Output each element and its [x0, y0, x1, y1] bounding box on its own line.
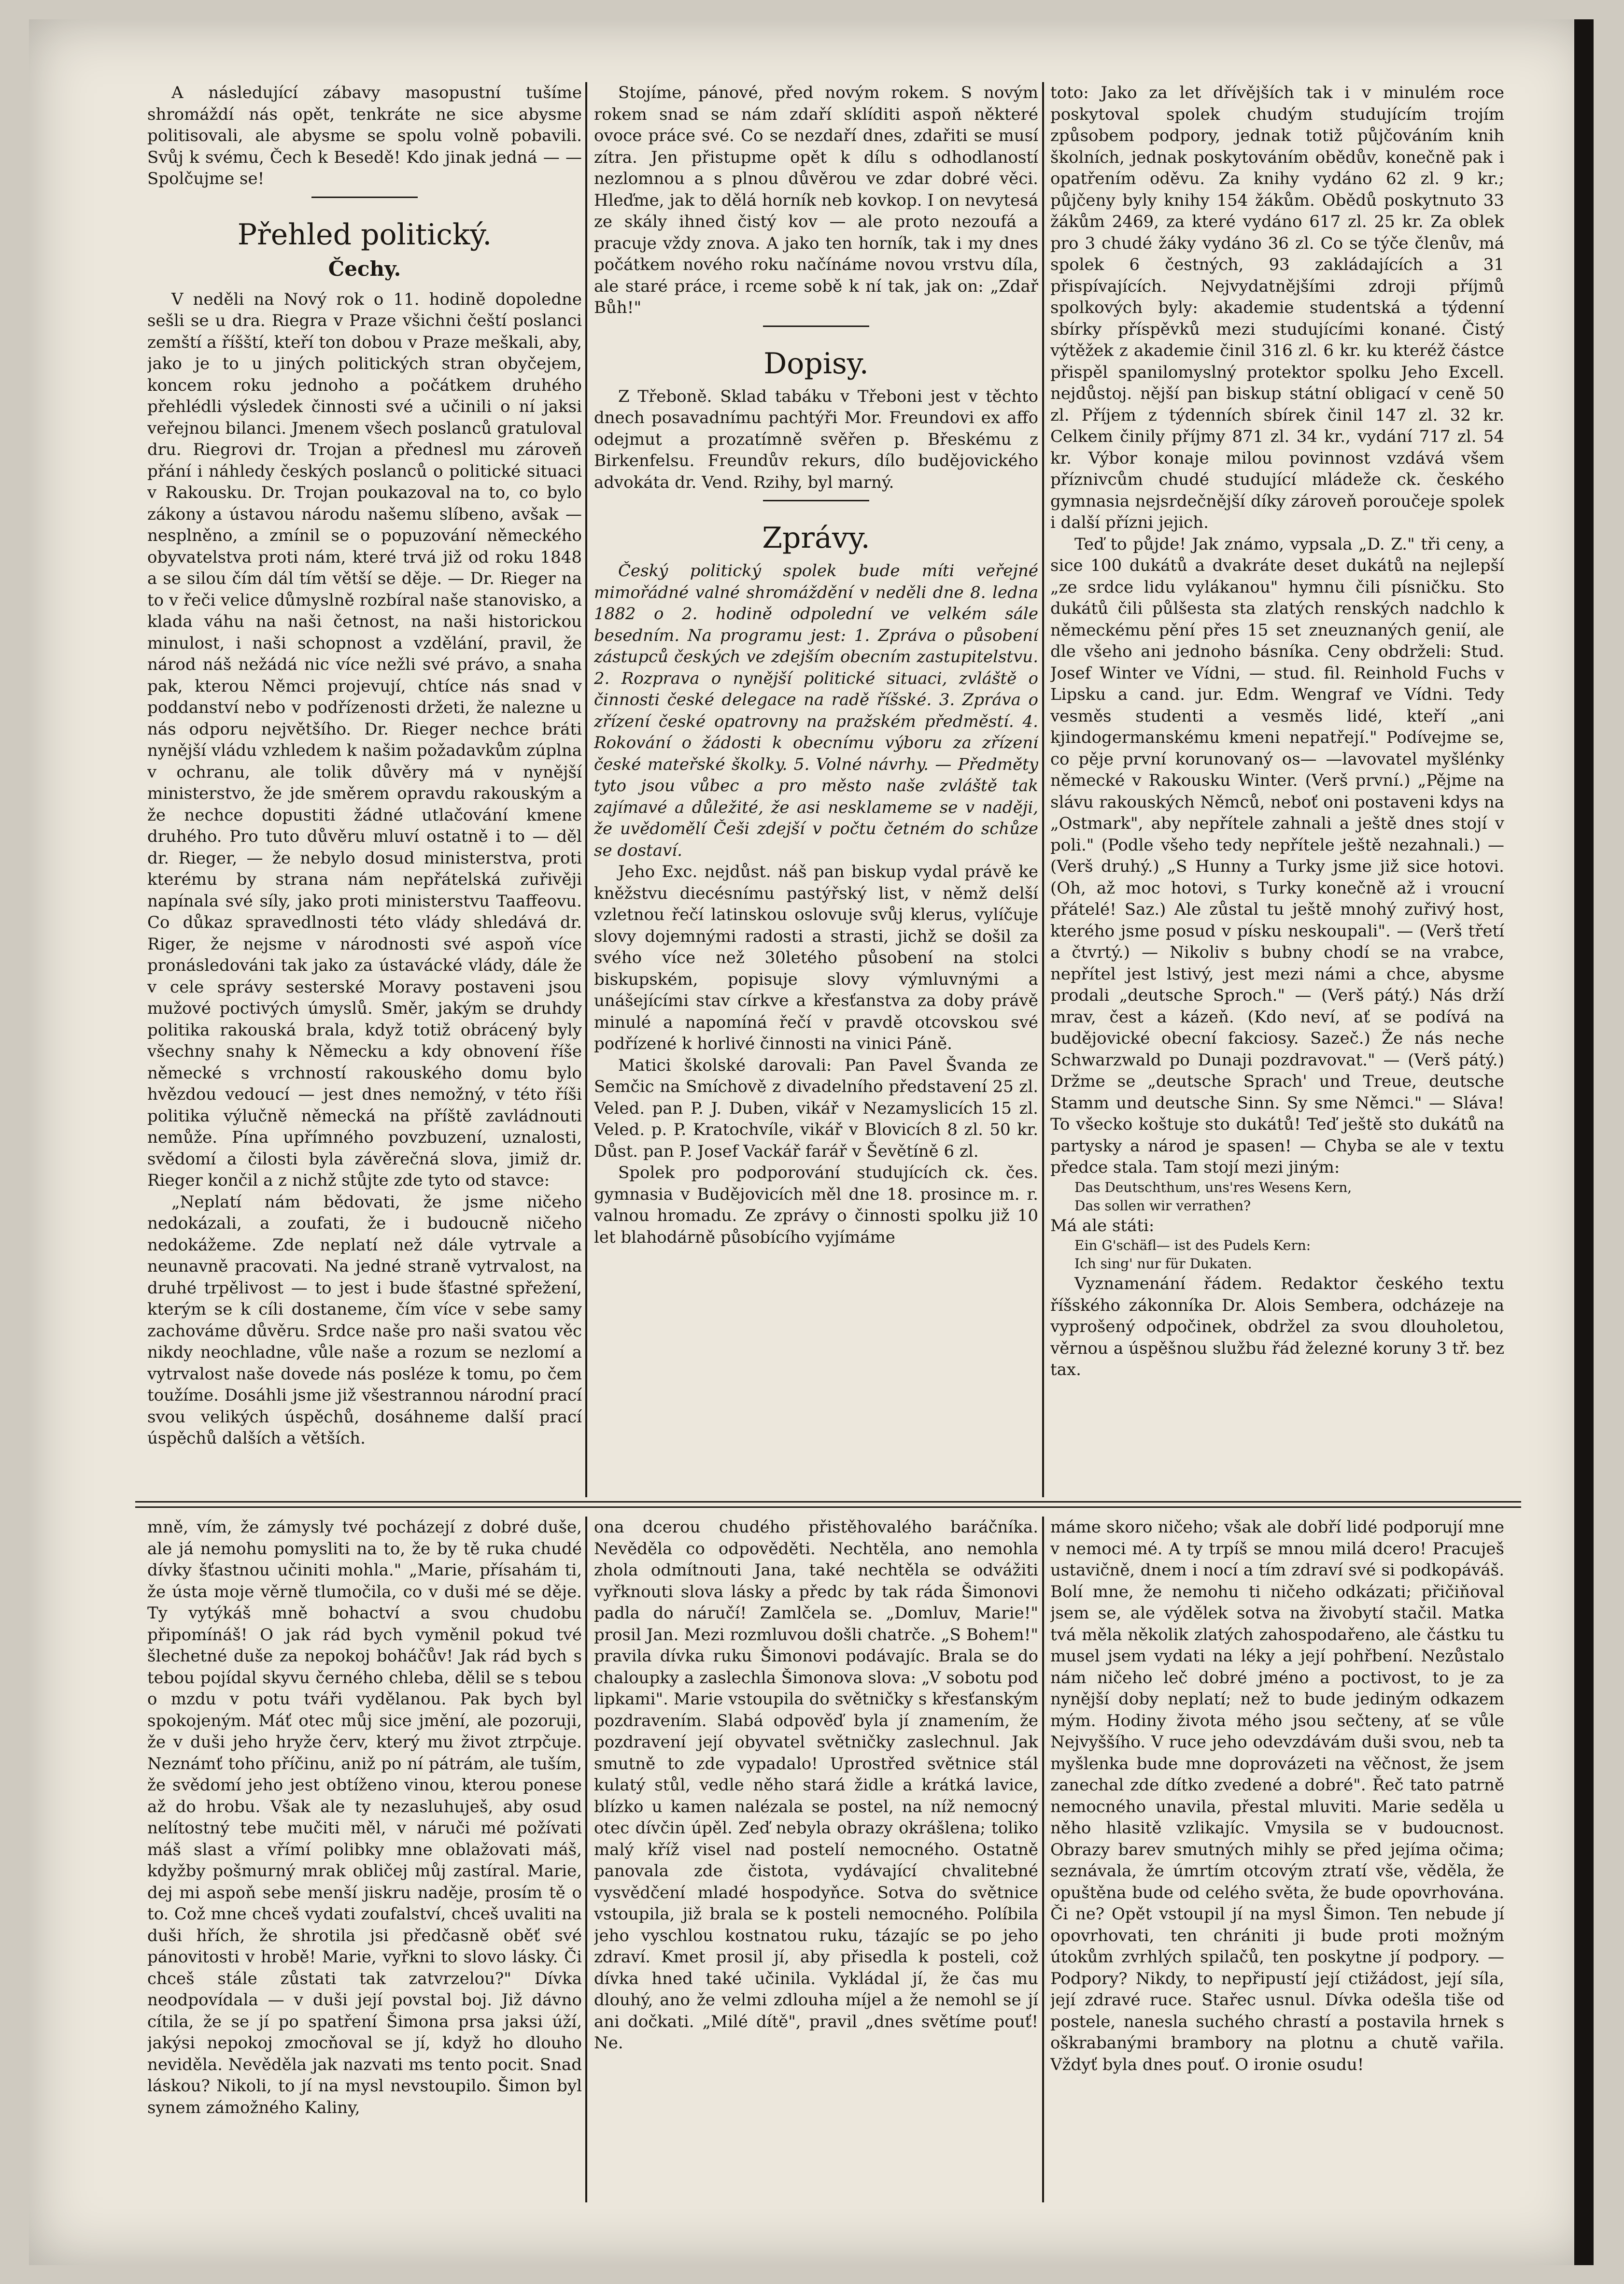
- letters-heading: Dopisy.: [763, 346, 869, 381]
- column-divider: [585, 1517, 587, 2202]
- order-decoration-news: Vyznamenání řádem. Redaktor českého textu říšského zákonníka Dr. Alois Sembera, odcházeje na vyprošený odpočinek, obdržel za svou dlouholetou, věrnou a úspěšnou službu řád železné koruny 3 tř. bez tax.: [1050, 1274, 1504, 1379]
- student-society-report: Spolek pro podporování studujících ck. čes. gymnasia v Budějovicích měl dne 18. prosince m. r. valnou hromadu. Ze zprávy o činnosti spolku již 10 let blahodárně působícího vyjímáme: [594, 1163, 1038, 1247]
- bishop-letter-news: Jeho Exc. nejdůst. náš pan biskup vydal právě ke kněžstvu diecésnímu pastýřský list, v němž delší vzletnou řečí latinskou oslovuje svůj klerus, vylíčuje slovy dojemnými radosti a strasti, jichž se došil za svého více než 30letého působení na stolci biskupském, popisuje slovy výmluvnými a unášejícími stav církve a křesťanstva za doby právě minulé a napomíná řečí v pravdě otcovskou své podřízené k horlivé činnosti na vinici Páně.: [594, 862, 1038, 1053]
- section-divider: [763, 326, 869, 327]
- carnival-notice: A následující zábavy masopustní tušíme shromáždí nás opět, tenkráte ne sice abysme politisovali, ale abysme se spolu volně pobavili. Svůj k svému, Čech k Besedě! Kdo jinak jedná — — Spolčujme se!: [147, 83, 582, 188]
- column-divider: [1042, 1517, 1044, 2202]
- german-verse-line: Das sollen wir verrathen?: [1074, 1197, 1251, 1214]
- new-year-article: Stojíme, pánové, před novým rokem. S novým rokem snad se nám zdaří sklíditi aspoň některé ovoce práce své. Co se nezdaří dnes, zdařiti se musí zítra. Jen přistupme opět k dílu s odhodlaností nezlomnou a s plnou důvěrou ve zdar dobré věci. Hleďme, jak to dělá horník neb kovkop. I on nevytesá ze skály ihned čistý kov — ale proto nezoufá a pracuje vždy znova. A jako ten horník, tak i my dnes počátkem nového roku načínáme novou vrstvu díla, ale staré práce, i rceme sobě k ní tak, jak on: „Zdař Bůh!": [594, 83, 1038, 317]
- rieger-quote: „Neplatí nám bědovati, že jsme ničeho nedokázali, a zoufati, že i budoucně ničeho nedokážeme. Zde neplatí než dále vytrvale a neunavně pracovati. Na jedné straně vytrvalost, na druhé trpělivost — to jest i bude šťastné spřežení, kterým se k cíli dostaneme, čím více v sebe samy zachováme důvěru. Srdce naše pro naši svatou věc nikdy neochladne, vůle naše a rozum se nezlomí a vytrvalost naše dovede nás posléze k tomu, po čem toužíme. Dosáhli jsme již všestrannou národní prací svou velikých úspěchů, dosáhneme další prací úspěchů dalších a větších.: [147, 1192, 582, 1448]
- german-verse-line: Ich sing' nur für Dukaten.: [1074, 1256, 1252, 1272]
- feuilleton-column-1: [147, 1517, 582, 2202]
- feuilleton-divider: [135, 1501, 1521, 1508]
- column-3: [1050, 82, 1504, 1497]
- feuilleton-text: mně, vím, že zámysly tvé pocházejí z dobré duše, ale já nemohu pomysliti na to, že by tě ruka chudé dívky šťastnou učiniti mohla." „Marie, přísahám ti, že ústa moje věrně tlumočila, co v duši mé se děje. Ty vytýkáš mně bohactví a svou chudobu připomínáš! O jak rád bych vyměnil pokud tvé šlechetné duše za nepokoj boháčův! Jak rád bych s tebou pojídal skyvu černého chleba, dělil se s tebou o mzdu v potu tváři vydělanou. Pak bych byl spokojeným. Máť otec můj sice jmění, ale pozoruji, že v duši jeho hryže červ, který mu život ztrpčuje. Neznámť toho příčinu, aniž po ní pátrám, ale tuším, že svědomí jeho jest obtíženo vinou, kterou ponese až do hrobu. Však ale ty nezasluhuješ, aby osud nelítostný tebe mučiti měl, v náruči mé požívati máš slast a vřímí polibky mne oblažovati máš, kdyžby pošmurný mrak obličej můj zastíral. Marie, dej mi aspoň sebe menší jiskru naděje, prosím tě o to. Což mne chceš vydati zoufalství, chceš uvaliti na duši hřích, že shrotila jsi předčasně oběť své pánovitosti v hrobě! Marie, vyřkni to slovo lásky. Či chceš stále zůstati tak zatvrzelou?" Dívka neodpovídala — v duši její povstal boj. Již dávno cítila, že se jí po spatření Šimona prsa jaksi úží, jakýsi nepokoj zmocňoval se jí, když ho dlouho neviděla. Nevěděla jak nazvati ms tento pocit. Snad láskou? Nikoli, to jí na mysl nevstoupilo. Šimon byl synem zámožného Kaliny,: [147, 1518, 582, 2117]
- column-1: [147, 82, 582, 1497]
- feuilleton-text: ona dcerou chudého přistěhovalého baráčníka. Nevěděla co odpověděti. Nechtěla, ano nemohla zhola odmítnouti Jana, také nechtěla se odvážiti vyřknouti slova lásky a předc by tak ráda Šimonovi padla do náručí! Zamlčela se. „Domluv, Marie!" prosil Jan. Mezi rozmluvou došli chatrče. „S Bohem!" pravila dívka ruku Šimonovi podávajíc. Brala se do chaloupky a zaslechla Šimonova slova: „V sobotu pod lipkami". Marie vstoupila do světničky s křesťanským pozdravením. Slabá odpověď byla jí znamením, že pozdravení její obyvatel světničky zaslechnul. Jak smutně to zde vypadalo! Uprostřed světnice stál kulatý stůl, vedle něho stará židle a krátká lavice, blízko u kamen nalézala se postel, na níž nemocný otec dívčin úpěl. Zeď nebyla obrazy okrášlena; toliko malý kříž visel nad postelí nemocného. Ostatně panovala zde čistota, vydávající chvalitebné vysvědčení mladé hospodyňce. Sotva do světnice vstoupila, již brala se k posteli nemocného. Políbila jeho vyschlou kostnatou ruku, tázajíc se po jeho zdraví. Kmet prosil jí, aby přisedla k posteli, což dívka hned také učinila. Vykládal jí, že čas mu dlouhý, ano že velmi zdlouha míjel a že nemohl se jí ani dočkati. „Milé dítě", pravil „dnes světíme pouť! Ne.: [594, 1518, 1038, 2053]
- section-divider: [311, 197, 418, 198]
- school-foundation-donations: Matici školské darovali: Pan Pavel Švanda ze Semčic na Smíchově z divadelního představení 25 zl. Veled. pan P. J. Duben, vikář v Nezamyslicích 15 zl. Veled. p. P. Kratochvíle, vikář v Blovicích 8 zl. 50 kr. Důst. pan P. Josef Vackář farář v Ševětíně 6 zl.: [594, 1055, 1038, 1161]
- feuilleton-column-2: [594, 1517, 1038, 2202]
- column-divider: [585, 82, 587, 1497]
- hymn-contest-article: Teď to půjde! Jak známo, vypsala „D. Z." tři ceny, a sice 100 dukátů a dvakráte deset dukátů na nejlepší „ze srdce lidu vylákanou" hymnu čili písničku. Sto dukátů čili půlšesta sta zlatých renských nadchlo k německému pění přes 15 set zneuznaných genií, ale dle všeho ani jednoho básníka. Ceny obdrželi: Stud. Josef Winter ve Vídni, — stud. fil. Reinhold Fuchs v Lipsku a cand. jur. Edm. Wengraf ve Vídni. Tedy vesměs studenti a vesměs lidé, kteří „ani kjindogermanskému kmeni nepatřejí." Podívejme se, co pěje první korunovaný os— —lavovatel myšlénky německé v Rakousku Winter. (Verš první.) „Pějme na slávu rakouských Němců, neboť oni postaveni kdys na „Ostmark", aby nepřítele zahnali a ještě dnes stojí v poli." (Podle všeho tedy nepřítele ještě nezahnali.) — (Verš druhý.) „S Hunny a Turky jsme již sice hotovi. (Oh, až moc hotovi, s Turky konečně až i vroucní přátelé! Saz.) Ale zůstal tu ještě mnohý zuřivý host, kterého jsme posud v písku neskoupali". — (Verš třetí a čtvrtý.) — Nikoliv s bubny chodí se na vrabce, nepřítel jest lstivý, jest mezi námi a chce, abysme prodali „deutsche Sproch." — (Verš pátý.) Nás drží mrav, čest a kázeň. (Kdo neví, ať se podívá na budějovické obecní fakciosy. Sazeč.) Že nás neche Schwarzwald po Dunaji pozdravovat." — (Verš pátý.) Držme se „deutsche Sprach' und Treue, deutsche Stamm und deutsche Sinn. Sy sme Němci." — Sláva! To všecko koštuje sto dukátů! Teď ještě sto dukátů na partysky a národ je spasen! — Chyba se ale v textu předce stala. Tam stojí mezi jiným:: [1050, 534, 1504, 1177]
- political-overview-heading: Přehled politický.: [237, 217, 492, 252]
- column-divider: [1042, 82, 1044, 1497]
- scan-edge-shadow: [1574, 19, 1594, 2265]
- column-2: [594, 82, 1038, 1497]
- newspaper-page: [29, 19, 1594, 2265]
- political-society-notice: Český politický spolek bude míti veřejné mimořádné valné shromáždění v neděli dne 8. ledna 1882 o 2. hodině odpolední ve velkém sále besedním. Na programu jest: 1. Zpráva o působení zástupců českých ve zdejším obecním zastupitelstvu. 2. Rozprava o nynější politické situaci, zvláště o činnosti české delegace na radě říšské. 3. Zpráva o zřízení české opatrovny na pražském předměstí. 4. Rokování o žádosti k obecnímu výboru za zřízení české mateřské školky. 5. Volné návrhy. — Předměty tyto jsou vůbec a pro město naše zvláště tak zajímavé a důležité, že asi nesklameme se v naději, že uvědomělí Češi zdejší v počtu četném do schůze se dostaví.: [594, 561, 1038, 860]
- political-overview-article: V neděli na Nový rok o 11. hodině dopoledne sešli se u dra. Riegra v Praze všichni čeští poslanci zemští a říšští, kteří ton dobou v Praze meškali, aby, jako je to u jiných politických stran obyčejem, koncem roku jednoho a počátkem druhého přehlédli výsledek činnosti své a učinili o ní jaksi veřejnou bilanci. Jmenem všech poslanců gratuloval dru. Riegrovi dr. Trojan a přednesl mu zároveň přání i náhledy českých poslanců o politické situaci v Rakousku. Dr. Trojan poukazoval na to, co bylo zákony a ústavou národu našemu slíbeno, avšak — nesplněno, a zmínil se o popuzování německého obyvatelstva proti nám, které trvá již od roku 1848 a se silou čím dál tím větší se děje. — Dr. Rieger na to v řeči velice důmyslně rozbíral naše stanovisko, a klada váhu na naši četnost, na naši historickou minulost, i naši schopnost a vzdělání, pravil, že národ náš nežádá nic více nežli své právo, a snaha pak, kterou Němci projevují, chtíce nás snad v poddanství nebo v podřízenosti držeti, že nalezne u nás odporu největšího. Dr. Rieger nechce bráti nynější vládu vzhledem k našim požadavkům zúplna v ochranu, ale tolik důvěry má v nynější ministerstvo, že jde směrem opravdu rakouským a že nechce dopustiti žádné utlačování kmene druhého. Pro tuto důvěru mluví ostatně i to — děl dr. Rieger, — že nebylo dosud ministerstva, proti kterému by strana nám nepřátelská zuřivěji napínala své síly, jako proti ministerstvu Taaffeovu. Co důkaz spravedlnosti této vlády shledává dr. Riger, že nejsme v národnosti své aspoň více pronásledováni tak jako za ústavácké vlády, dále že v cele správy sesterské Moravy postaveni jsou mužové poctivých úmyslů. Směr, jakým se druhdy politika rakouská brala, když totiž obrácený byly všechny snahy k Německu a kdy obnovení říše německé s vrchností rakouského domu bylo hvězdou vedoucí — jest dnes nemožný, v této říši politika výlučně německá na příště zavládnouti nemůže. Pína upřímného povzbuzení, uznalosti, svědomí a čilosti byla závěrečná slova, jimiž dr. Rieger končil a z nichž stůjte zde tyto od stavce:: [147, 289, 582, 1190]
- correction-label: Má ale státi:: [1050, 1216, 1155, 1235]
- german-verse-line: Das Deutschthum, uns'res Wesens Kern,: [1074, 1179, 1352, 1195]
- feuilleton-column-3: [1050, 1517, 1504, 2202]
- student-society-report-continued: toto: Jako za let dřívějších tak i v minulém roce poskytoval spolek chudým studujícím trojím způsobem podpory, jednak totiž půjčováním knih školních, jednak poskytováním obědův, konečně pak i opatřením oděvu. Za knihy vydáno 62 zl. 9 kr.; půjčeny byly knihy 154 žákům. Obědů poskytnuto 33 žákům 2469, za které vydáno 617 zl. 25 kr. Za oblek pro 3 chudé žáky vydáno 36 zl. Co se týče členův, má spolek 6 čestných, 93 zakládajících a 31 přispívajících. Nejvydatnějšími zdroji příjmů spolkových byly: akademie studentská a týdenní sbírky příspěvků mezi studujícími konané. Čistý výtěžek z akademie činil 316 zl. 6 kr. ku kteréž částce přispěl spanilomyslný protektor spolku Jeho Excell. nejdůstoj. nější pan biskup státní obligací v ceně 50 zl. Příjem z týdenních sbírek činil 147 zl. 32 kr. Celkem činily příjmy 871 zl. 34 kr., vydání 717 zl. 54 kr. Výbor konaje milou povinnost vzdává všem příznivcům chudé studující mládeže ck. českého gymnasia nejsrdečnější díky zároveň poroučeje spolek i další přízni jejich.: [1050, 83, 1504, 532]
- german-verse-line: Ein G'schäfl— ist des Pudels Kern:: [1074, 1237, 1311, 1253]
- feuilleton-text: máme skoro ničeho; však ale dobří lidé podporují mne v nemoci mé. A ty trpíš se mnou milá dcero! Pracuješ ustavičně, dnem i nocí a tím zdraví své si podkopáváš. Bolí mne, že nemohu ti ničeho odkázati; přičiňoval jsem se, ale výdělek sotva na živobytí stačil. Matka tvá měla několik zlatých zahospodařeno, ale částku tu musel jsem vydati na léky a její pohřbení. Nezůstalo nám ničeho leč dobré jméno a poctivost, to je za nynější doby neplatí; než to bude jediným odkazem mým. Hodiny života mého jsou sečteny, ať se vůle Nejvyššího. V ruce jeho odevzdávám duši svou, neb ta myšlenka bude mne doprovázeti na věčnost, že jsem zanechal zde dítko zvedené a dobré". Řeč tato patrně nemocného unavila, přestal mluviti. Marie seděla u něho hlasitě vzlikajíc. Vmysila se v budoucnost. Obrazy barev smutných mihly se před jejíma očima; seznávala, že úmrtím otcovým ztratí vše, věděla, že opuštěna bude od celého světa, že bude opovrhována. Či ne? Opět vstoupil jí na mysl Šimon. Ten nebude jí opovrhovati, ten chrániti ji bude proti možným útokům zvrhlých spilačů, ten poskytne jí podpory. — Podpory? Nikdy, to nepřipustí její ctižádost, její síla, její zdravé ruce. Stařec usnul. Dívka odešla tiše od postele, nanesla suchého chrastí a postavila hrnek s oškrabanými brambory na plotnu a chutě vařila. Vždyť byla dnes pouť. O ironie osudu!: [1050, 1518, 1504, 2074]
- news-heading: Zprávy.: [762, 521, 870, 555]
- bohemia-subheading: Čechy.: [328, 256, 401, 281]
- section-divider: [763, 500, 869, 501]
- trebon-letter: Z Třeboně. Sklad tabáku v Třeboni jest v těchto dnech posavadnímu pachtýři Mor. Freundovi ex affo odejmut a prozatímně svěřen p. Břeskému z Birkenfelsu. Freundův rekurs, dílo budějovického advokáta dr. Vend. Rzihy, byl marný.: [594, 386, 1038, 492]
